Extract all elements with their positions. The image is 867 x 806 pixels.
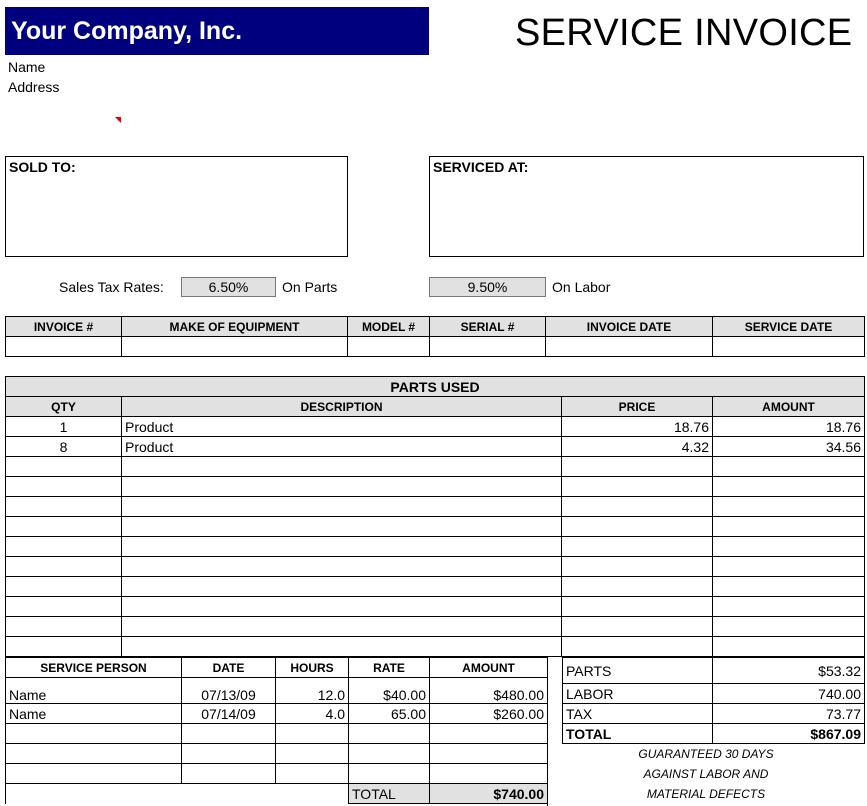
table-row	[6, 704, 548, 724]
table-row	[6, 617, 865, 637]
qty-cell[interactable]: 8	[6, 437, 122, 457]
table-row	[6, 724, 548, 744]
date-cell[interactable]	[182, 764, 276, 784]
parts-used-table	[5, 376, 865, 657]
table-row	[6, 457, 865, 477]
price-cell[interactable]	[562, 597, 713, 617]
table-row	[6, 497, 865, 517]
parts-header-row	[6, 397, 865, 417]
sales-tax-label: Sales Tax Rates:	[59, 279, 164, 295]
serviced-at-box[interactable]	[429, 156, 864, 257]
price-cell[interactable]	[562, 557, 713, 577]
amount-cell	[713, 537, 865, 557]
rate-cell[interactable]: 65.00	[349, 704, 430, 724]
rate-cell[interactable]	[349, 744, 430, 764]
labor-total-label: TOTAL	[349, 784, 430, 804]
qty-cell[interactable]	[6, 577, 122, 597]
amount-cell	[713, 637, 865, 657]
summary-tax-label: TAX	[563, 704, 713, 724]
labor-amount-cell	[430, 744, 548, 764]
table-row	[6, 637, 865, 657]
amount-cell: 34.56	[713, 437, 865, 457]
company-name: Your Company, Inc.	[5, 7, 429, 55]
make-of-equipment-cell[interactable]	[122, 337, 348, 357]
description-cell[interactable]	[122, 477, 562, 497]
labor-tax-rate[interactable]: 9.50%	[429, 277, 546, 297]
price-cell[interactable]	[562, 637, 713, 657]
invoice-info-header-row	[6, 317, 865, 337]
summary-labor-value: 740.00	[713, 684, 865, 704]
guarantee-line-1: GUARANTEED 30 DAYS	[638, 747, 774, 761]
sold-to-label: SOLD TO:	[9, 159, 76, 175]
price-cell[interactable]: 4.32	[562, 437, 713, 457]
rate-cell[interactable]: $40.00	[349, 678, 430, 704]
table-row	[6, 537, 865, 557]
header-amount: AMOUNT	[713, 397, 865, 417]
description-cell[interactable]	[122, 557, 562, 577]
header-hours: HOURS	[276, 658, 349, 678]
price-cell[interactable]	[562, 517, 713, 537]
price-cell[interactable]	[562, 537, 713, 557]
summary-labor-label: LABOR	[563, 684, 713, 704]
summary-total-value: $867.09	[713, 724, 865, 744]
qty-cell[interactable]	[6, 457, 122, 477]
service-person-cell[interactable]: Name	[6, 678, 182, 704]
serial-number-cell[interactable]	[430, 337, 546, 357]
header-price: PRICE	[562, 397, 713, 417]
hours-cell[interactable]: 12.0	[276, 678, 349, 704]
date-cell[interactable]: 07/13/09	[182, 678, 276, 704]
description-cell[interactable]	[122, 517, 562, 537]
amount-cell	[713, 617, 865, 637]
price-cell[interactable]	[562, 617, 713, 637]
table-row	[6, 557, 865, 577]
labor-header-row	[6, 658, 548, 678]
parts-tax-rate[interactable]: 6.50%	[181, 277, 276, 297]
qty-cell[interactable]	[6, 517, 122, 537]
header-make-of-equipment: MAKE OF EQUIPMENT	[122, 317, 348, 337]
service-person-cell[interactable]	[6, 764, 182, 784]
model-number-cell[interactable]	[348, 337, 430, 357]
qty-cell[interactable]	[6, 597, 122, 617]
header-labor-amount: AMOUNT	[430, 658, 548, 678]
company-address: Address	[8, 79, 60, 95]
table-row	[6, 437, 865, 457]
price-cell[interactable]	[562, 457, 713, 477]
parts-used-title: PARTS USED	[6, 377, 865, 397]
invoice-title: SERVICE INVOICE	[515, 12, 853, 54]
qty-cell[interactable]	[6, 557, 122, 577]
table-row	[6, 597, 865, 617]
labor-amount-cell	[430, 724, 548, 744]
hours-cell[interactable]	[276, 724, 349, 744]
table-row	[6, 477, 865, 497]
description-cell[interactable]: Product	[122, 437, 562, 457]
service-person-cell[interactable]	[6, 744, 182, 764]
header-service-person: SERVICE PERSON	[6, 658, 182, 678]
description-cell[interactable]	[122, 497, 562, 517]
hours-cell[interactable]	[276, 764, 349, 784]
date-cell[interactable]: 07/14/09	[182, 704, 276, 724]
labor-amount-cell: $480.00	[430, 678, 548, 704]
amount-cell	[713, 517, 865, 537]
table-row	[6, 764, 548, 784]
qty-cell[interactable]	[6, 617, 122, 637]
description-cell[interactable]	[122, 597, 562, 617]
hours-cell[interactable]	[276, 744, 349, 764]
invoice-date-cell[interactable]	[546, 337, 713, 357]
labor-total-row	[6, 784, 548, 804]
labor-total-value: $740.00	[430, 784, 548, 804]
description-cell[interactable]	[122, 537, 562, 557]
invoice-info-table	[5, 316, 865, 357]
header-serial-number: SERIAL #	[430, 317, 546, 337]
table-row	[6, 577, 865, 597]
labor-amount-cell: $260.00	[430, 704, 548, 724]
description-cell[interactable]: Product	[122, 417, 562, 437]
description-cell[interactable]	[122, 617, 562, 637]
summary-tax-value: 73.77	[713, 704, 865, 724]
amount-cell	[713, 597, 865, 617]
price-cell[interactable]	[562, 477, 713, 497]
summary-total-label: TOTAL	[563, 724, 713, 744]
table-row	[6, 744, 548, 764]
rate-cell[interactable]	[349, 724, 430, 744]
header-service-date: SERVICE DATE	[713, 317, 865, 337]
amount-cell	[713, 557, 865, 577]
header-invoice-date: INVOICE DATE	[546, 317, 713, 337]
amount-cell	[713, 577, 865, 597]
labor-table	[5, 657, 548, 804]
price-cell[interactable]	[562, 497, 713, 517]
header-rate: RATE	[349, 658, 430, 678]
guarantee-note	[547, 743, 864, 806]
service-date-cell[interactable]	[713, 337, 865, 357]
table-row	[6, 417, 865, 437]
comment-indicator-icon	[115, 117, 121, 123]
header-qty: QTY	[6, 397, 122, 417]
table-row	[6, 678, 548, 704]
amount-cell	[713, 477, 865, 497]
on-parts-label: On Parts	[282, 279, 338, 295]
qty-cell[interactable]: 1	[6, 417, 122, 437]
hours-cell[interactable]: 4.0	[276, 704, 349, 724]
description-cell[interactable]	[122, 637, 562, 657]
summary-parts-value: $53.32	[713, 658, 865, 684]
summary-table	[562, 657, 865, 744]
qty-cell[interactable]	[6, 477, 122, 497]
table-row	[6, 517, 865, 537]
price-cell[interactable]: 18.76	[562, 417, 713, 437]
summary-parts-label: PARTS	[563, 658, 713, 684]
header-date: DATE	[182, 658, 276, 678]
invoice-number-cell[interactable]	[6, 337, 122, 357]
service-person-cell[interactable]: Name	[6, 704, 182, 724]
labor-amount-cell	[430, 764, 548, 784]
rate-cell[interactable]	[349, 764, 430, 784]
amount-cell: 18.76	[713, 417, 865, 437]
guarantee-line-2: AGAINST LABOR AND	[643, 767, 769, 781]
description-cell[interactable]	[122, 577, 562, 597]
header-model-number: MODEL #	[348, 317, 430, 337]
header-description: DESCRIPTION	[122, 397, 562, 417]
serviced-at-label: SERVICED AT:	[433, 159, 529, 175]
qty-cell[interactable]	[6, 497, 122, 517]
qty-cell[interactable]	[6, 537, 122, 557]
sold-to-box[interactable]	[5, 156, 348, 257]
amount-cell	[713, 457, 865, 477]
date-cell[interactable]	[182, 744, 276, 764]
service-person-cell[interactable]	[6, 724, 182, 744]
guarantee-line-3: MATERIAL DEFECTS	[646, 787, 766, 801]
qty-cell[interactable]	[6, 637, 122, 657]
on-labor-label: On Labor	[552, 279, 611, 295]
company-contact-name: Name	[8, 59, 46, 75]
invoice-info-row	[6, 337, 865, 357]
price-cell[interactable]	[562, 577, 713, 597]
amount-cell	[713, 497, 865, 517]
header-invoice-number: INVOICE #	[6, 317, 122, 337]
description-cell[interactable]	[122, 457, 562, 477]
date-cell[interactable]	[182, 724, 276, 744]
